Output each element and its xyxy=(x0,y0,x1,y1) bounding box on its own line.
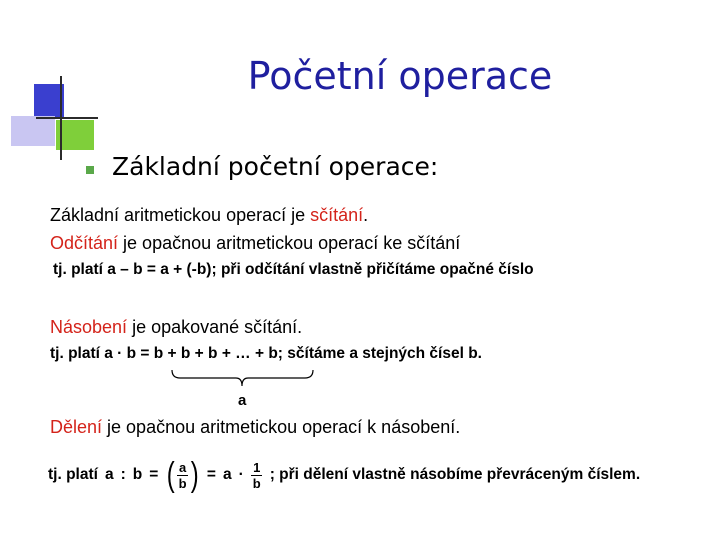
line-addition-end: . xyxy=(363,205,369,225)
formula-b: b xyxy=(132,466,143,483)
term-addition: sčítání xyxy=(310,205,364,225)
line-division-text: je opačnou aritmetickou operací k násobení. xyxy=(102,417,461,437)
fraction-numerator-2: 1 xyxy=(253,459,261,475)
fraction-numerator: a xyxy=(178,459,187,475)
term-multiplication: Násobení xyxy=(50,317,128,337)
underbrace-label: a xyxy=(238,392,247,409)
line-multiplication-text: je opakované sčítání. xyxy=(127,317,303,337)
fraction-denominator-2: b xyxy=(252,475,261,491)
paren-right: ) xyxy=(190,456,199,494)
underbrace xyxy=(170,368,315,388)
formula-a-2: a xyxy=(222,466,232,483)
formula-tail: ; při dělení vlastně násobíme převráceným číslem. xyxy=(269,466,641,483)
term-subtraction: Odčítání xyxy=(50,233,119,253)
line-addition xyxy=(50,204,368,226)
formula-a: a xyxy=(104,466,114,483)
term-division: Dělení xyxy=(50,417,103,437)
fraction-denominator: b xyxy=(178,475,187,491)
fraction-one-over-b xyxy=(251,460,263,491)
decor-line-horizontal xyxy=(36,117,98,119)
decor-square-lavender xyxy=(11,116,55,146)
line-multiplication-rule: tj. platí a · b = b + b + b + … + b; sčítáme a stejných čísel b. xyxy=(50,345,482,362)
formula-fraction-group xyxy=(165,458,200,492)
formula-colon: : xyxy=(120,466,126,483)
slide-title: Početní operace xyxy=(247,54,553,98)
line-multiplication xyxy=(50,316,302,338)
subheading: Základní početní operace: xyxy=(112,152,439,181)
line-addition-text: Základní aritmetickou operací je xyxy=(50,205,311,225)
line-subtraction-rule: tj. platí a – b = a + (-b); při odčítání vlastně přičítáme opačné číslo xyxy=(53,261,534,278)
bullet-square-icon xyxy=(86,166,94,174)
line-subtraction-text: je opačnou aritmetickou operací ke sčítání xyxy=(118,233,461,253)
fraction-a-over-b xyxy=(177,460,189,491)
paren-left: ( xyxy=(166,456,175,494)
formula-equals-1: = xyxy=(149,466,159,483)
formula-lead: tj. platí xyxy=(48,466,98,483)
line-division xyxy=(50,416,460,438)
line-subtraction xyxy=(50,232,460,254)
division-formula xyxy=(48,458,640,492)
formula-dot: · xyxy=(238,466,244,483)
formula-equals-2: = xyxy=(206,466,216,483)
